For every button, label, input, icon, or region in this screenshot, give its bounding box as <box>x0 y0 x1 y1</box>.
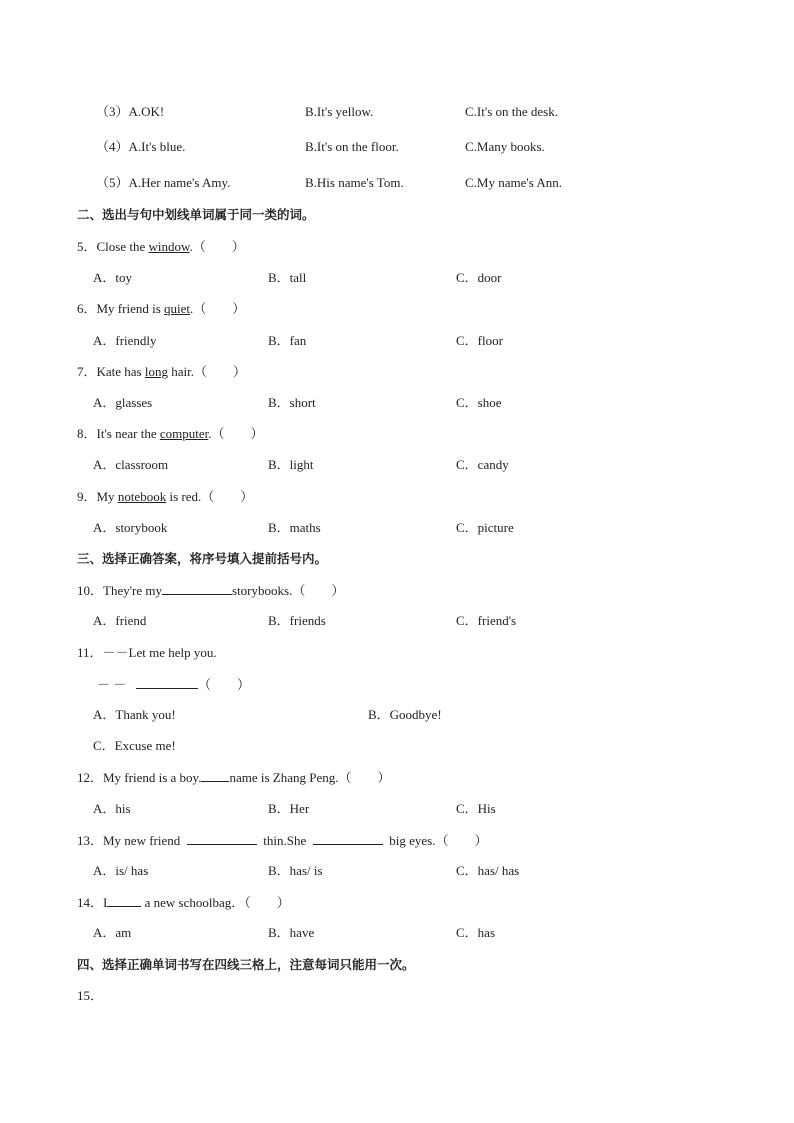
answer-blank <box>136 676 198 689</box>
q9-option-b: B．maths <box>268 520 321 535</box>
q11-option-a: A．Thank you! <box>93 707 176 722</box>
q9-option-a: A．storybook <box>93 520 168 535</box>
question-9: 9．My notebook is red.（ ） <box>77 489 254 504</box>
question-10: 10．They're my storybooks.（ ） <box>77 583 345 598</box>
q13-option-c: C．has/ has <box>456 863 520 878</box>
q7-option-c: C．shoe <box>456 395 502 410</box>
q7-option-a: A．glasses <box>93 395 153 410</box>
question-8: 8．It's near the computer.（ ） <box>77 426 264 441</box>
q5-option-c: C．door <box>456 270 502 285</box>
question-11: 11．－－Let me help you. <box>77 645 217 660</box>
underlined-word: computer <box>159 426 209 441</box>
q5-option-a: A．toy <box>93 270 133 285</box>
q6-option-c: C．floor <box>456 333 503 348</box>
underlined-word: notebook <box>117 489 167 504</box>
question-13: 13．My new friend thin.She big eyes.（ ） <box>77 833 488 848</box>
q11-option-c: C．Excuse me! <box>93 738 176 753</box>
q12-option-c: C．His <box>456 801 496 816</box>
section3-title: 三、选择正确答案，将序号填入提前括号内。 <box>77 551 328 566</box>
question-11-reply: － － （ ） <box>97 677 251 692</box>
q5prev-option-a: （5）A.Her name's Amy. <box>96 175 231 190</box>
section4-title: 四、选择正确单词书写在四线三格上，注意每词只能用一次。 <box>77 957 415 972</box>
section2-title: 二、选出与句中划线单词属于同一类的词。 <box>77 207 315 222</box>
underlined-word: quiet <box>164 301 191 316</box>
q14-option-c: C．has <box>456 925 496 940</box>
q6-option-b: B．fan <box>268 333 307 348</box>
q3-option-a: （3）A.OK! <box>96 104 165 119</box>
q7-option-b: B．short <box>268 395 316 410</box>
q3-option-b: B.It's yellow. <box>305 104 374 119</box>
q13-option-b: B．has/ is <box>268 863 323 878</box>
answer-blank <box>107 894 141 907</box>
q13-option-a: A．is/ has <box>93 863 149 878</box>
q14-option-a: A．am <box>93 925 132 940</box>
q12-option-b: B．Her <box>268 801 310 816</box>
q4-option-b: B.It's on the floor. <box>305 139 399 154</box>
q14-option-b: B．have <box>268 925 315 940</box>
q5prev-option-c: C.My name's Ann. <box>465 175 562 190</box>
q8-option-c: C．candy <box>456 457 509 472</box>
question-12: 12．My friend is a boy. name is Zhang Peng.（ ） <box>77 770 391 785</box>
q4-option-a: （4）A.It's blue. <box>96 139 186 154</box>
q9-option-c: C．picture <box>456 520 514 535</box>
q3-option-c: C.It's on the desk. <box>465 104 558 119</box>
answer-blank <box>201 769 229 782</box>
q10-option-a: A．friend <box>93 613 147 628</box>
q5prev-option-b: B.His name's Tom. <box>305 175 404 190</box>
question-6: 6．My friend is quiet.（ ） <box>77 301 246 316</box>
question-7: 7．Kate has long hair.（ ） <box>77 364 246 379</box>
question-14: 14．I a new schoolbag．（ ） <box>77 895 290 910</box>
q8-option-a: A．classroom <box>93 457 169 472</box>
underlined-word: long <box>144 364 168 379</box>
q10-option-b: B．friends <box>268 613 326 628</box>
answer-blank <box>162 582 232 595</box>
q10-option-c: C．friend's <box>456 613 517 628</box>
q11-option-b: B．Goodbye! <box>368 707 442 722</box>
q4-option-c: C.Many books. <box>465 139 545 154</box>
q5-option-b: B．tall <box>268 270 307 285</box>
answer-blank <box>313 832 383 845</box>
answer-blank <box>187 832 257 845</box>
q12-option-a: A．his <box>93 801 131 816</box>
question-5: 5．Close the window.（ ） <box>77 239 245 254</box>
q8-option-b: B．light <box>268 457 314 472</box>
q6-option-a: A．friendly <box>93 333 157 348</box>
underlined-word: window <box>148 239 190 254</box>
question-15: 15． <box>77 988 104 1003</box>
